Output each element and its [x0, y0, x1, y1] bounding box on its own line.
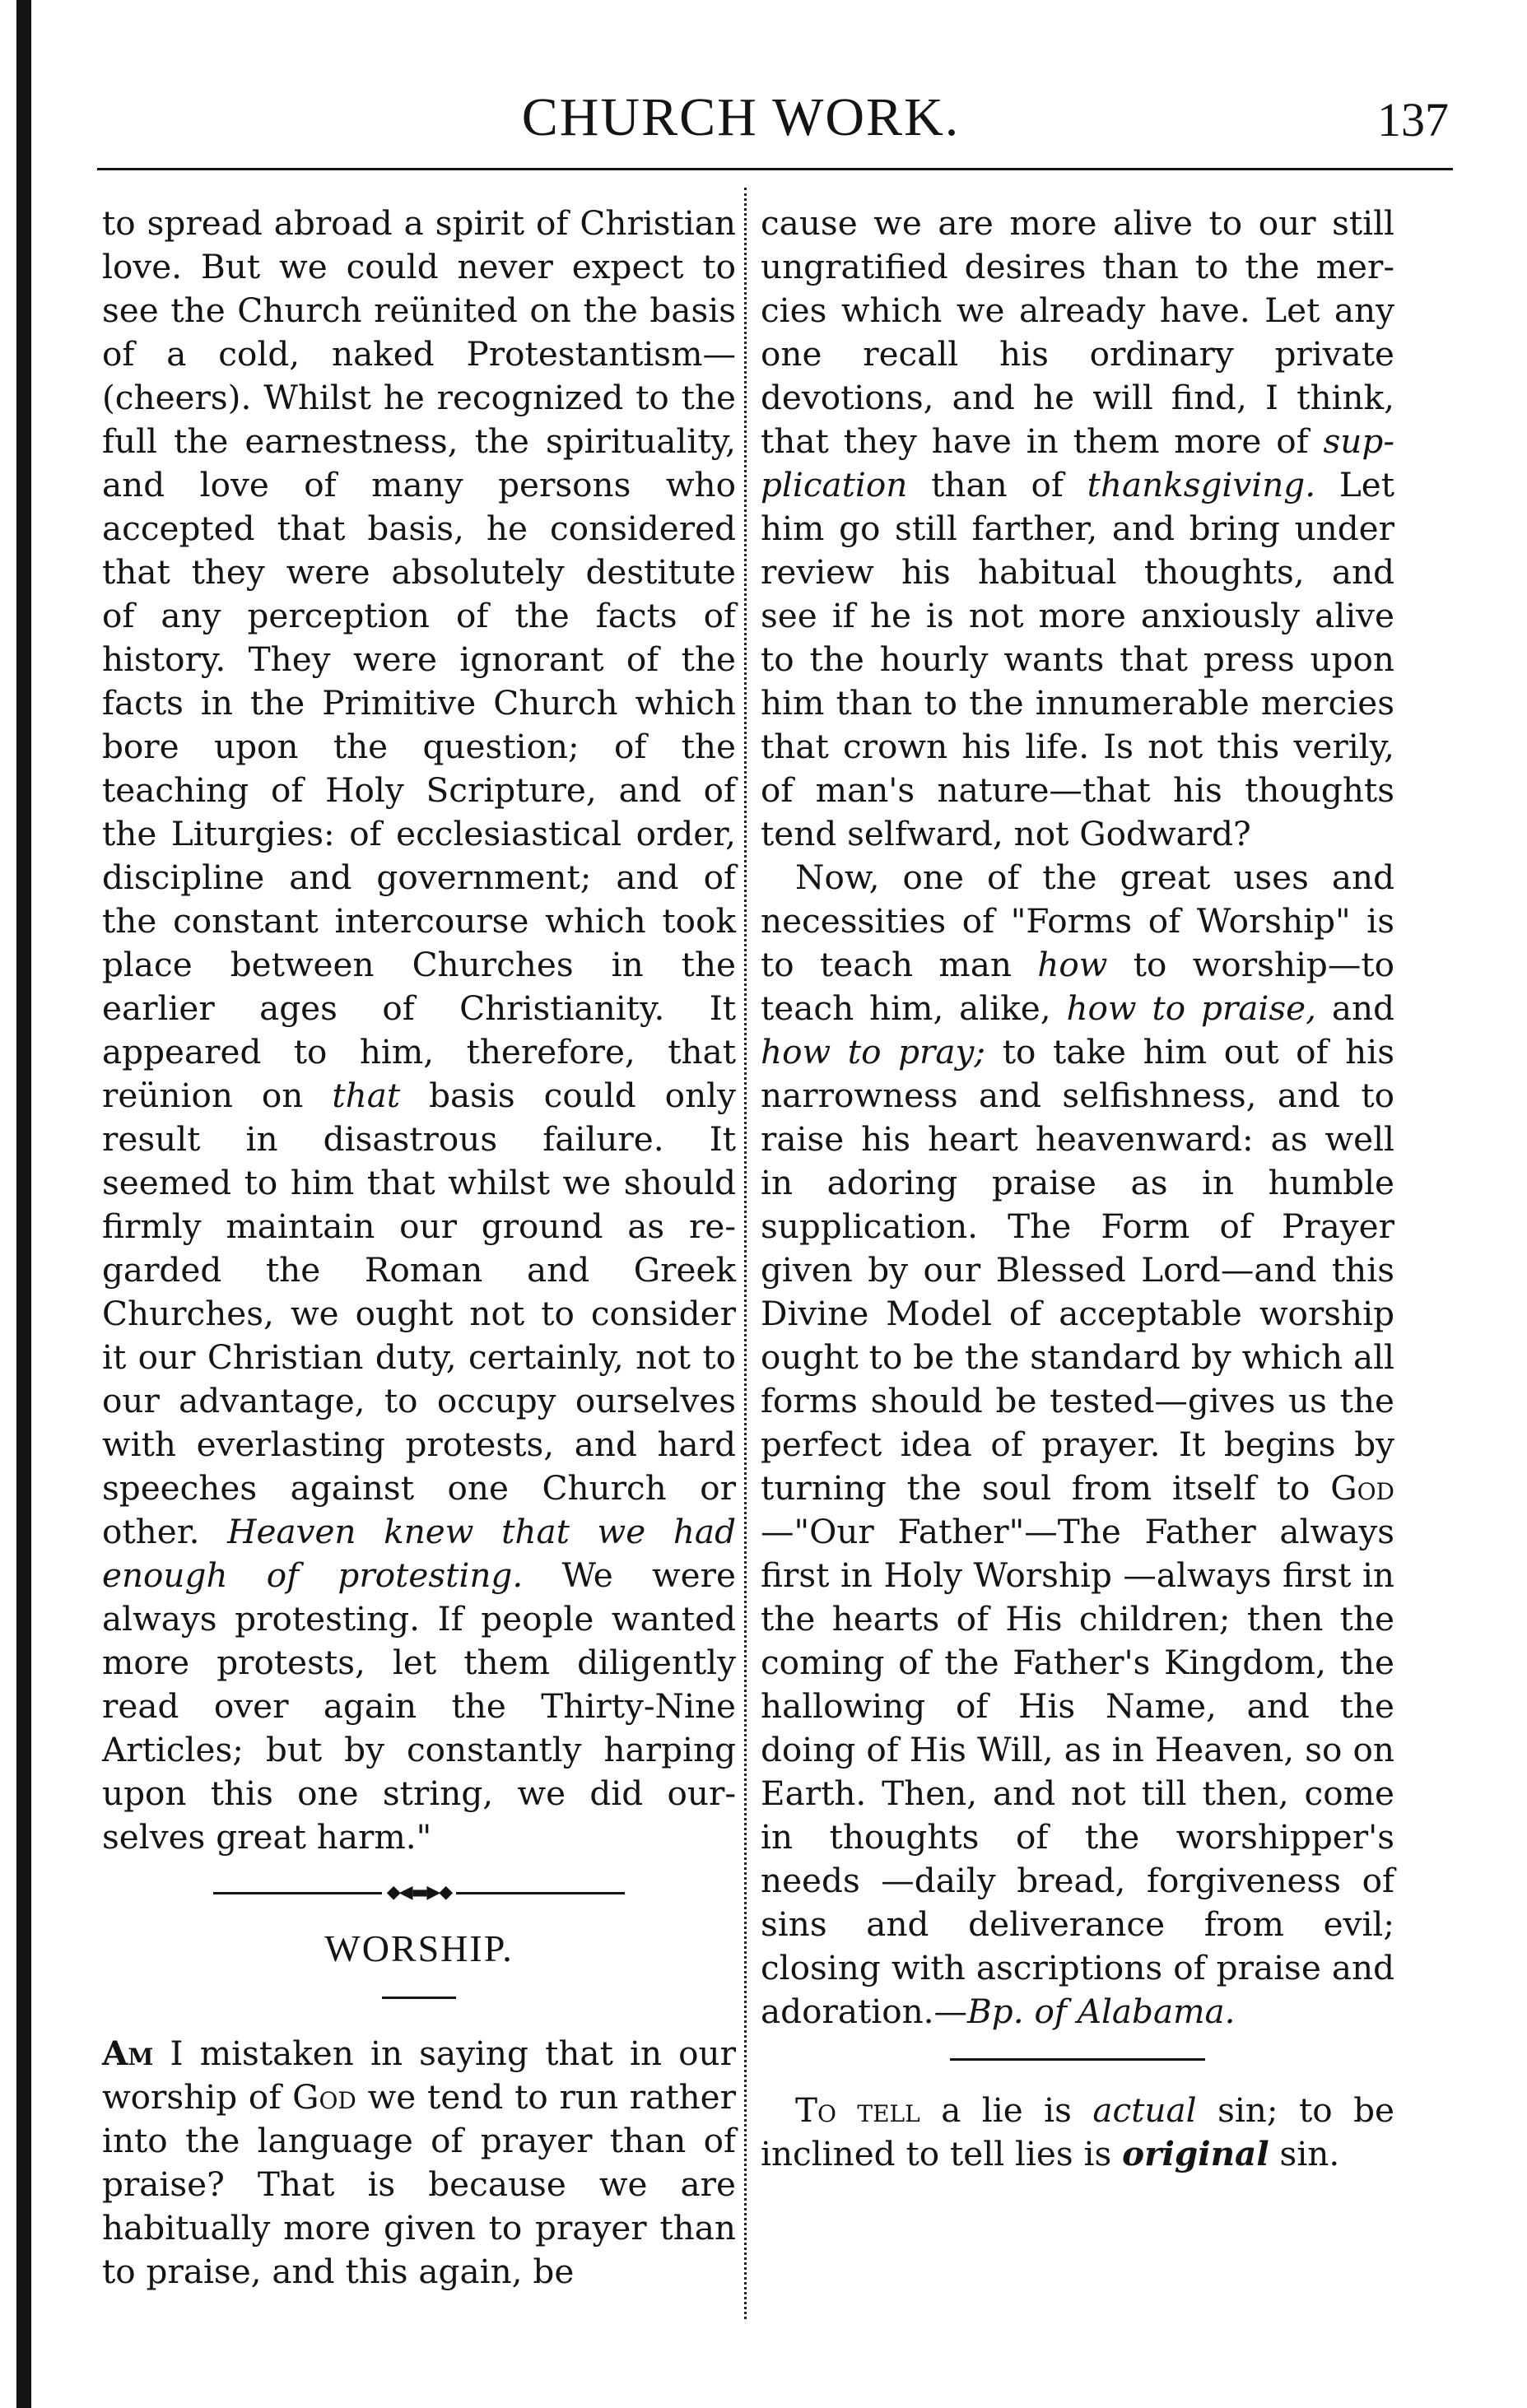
header-rule: [97, 168, 1453, 170]
emphasis-protesting: Heaven knew that we had enough of protesting.: [102, 1512, 736, 1595]
worship-paragraph: Am I mistaken in saying that in our worship of God we tend to run rather into the language of prayer than of praise? That is because we are habitually more given to prayer than to praise, and this again, be: [102, 2034, 737, 2291]
right-column: [761, 202, 1394, 2176]
page-number: 137: [1377, 93, 1449, 146]
ornament-glyph: ◆◀▬▶◆: [382, 1884, 456, 1902]
worship-paragraph-continued: cause we are more alive to our still ungratified desires than to the mercies which we already have. Let any one recall his ordinary private devotions, and he will find, I think, that they have in them more of supplication than of thanksgiving. Let him go still farther, and bring under review his habitual thoughts, and see if he is not more anxiously alive to the hourly wants that press upon him than to the innumerable mercies that crown his life. Is not this verily, of man's nature—that his thoughts tend selfward, not Godward?: [761, 203, 1394, 853]
lead-word: Am: [102, 2034, 154, 2073]
forms-of-worship-paragraph: Now, one of the great uses and necessities of "Forms of Worship" is to teach man how to worship—to teach him, alike, how to praise, and how to pray; to take him out of his narrowness and selfishness, and to raise his heart heavenward: as well in adoring praise as in humble supplication. The Form of Prayer given by our Blessed Lord—and this Divine Model of acceptable worship ought to be the standard by which all forms should be tested—gives us the perfect idea of prayer. It begins by turning the soul from itself to God—"Our Father"—The Father always first in Holy Worship —always first in the hearts of His children; then the coming of the Father's Kingdom, the hallowing of His Name, and the doing of His Will, as in Heaven, so on Earth. Then, and not till then, come in thoughts of the worshipper's needs —daily bread, forgiveness of sins and deliverance from evil; closing with ascriptions of praise and adoration.—Bp. of Alabama.: [761, 858, 1394, 2031]
continued-paragraph: to spread abroad a spirit of Christian love. But we could never expect to see the Church reünited on the basis of a cold, naked Protestantism—(cheers). Whilst he recognized to the full the earnestness, the spirituality, and love of many persons who accepted that basis, he considered that they were absolutely destitute of any perception of the facts of history. They were ignorant of the facts in the Primitive Church which bore upon the question; of the teaching of Holy Scripture, and of the Liturgies: of ecclesiastical order, discipline and government; and of the constant intercourse which took place between Churches in the earlier ages of Christianity. It appeared to him, therefore, that reünion on that basis could only result in disastrous failure. It seemed to him that whilst we should firmly maintain our ground as regarded the Roman and Greek Churches, we ought not to consider it our Christian duty, certainly, not to our advantage, to occupy ourselves with everlasting protests, and hard speeches against one Church or other. Heaven knew that we had enough of protesting. We were always protesting. If people wanted more protests, let them diligently read over again the Thirty-Nine Articles; but by constantly harping upon this one string, we did ourselves great harm.": [102, 203, 736, 1857]
attribution: Bp. of Alabama.: [967, 1992, 1236, 2031]
left-column: [102, 202, 736, 2294]
column-divider: [744, 188, 747, 2319]
emphasis-that: that: [332, 1076, 401, 1115]
lie-aphorism-paragraph: To tell a lie is actual sin; to be inclined to tell lies is original sin.: [761, 2090, 1394, 2173]
section-rule: [950, 2058, 1205, 2061]
running-title: CHURCH WORK.: [521, 87, 961, 147]
section-divider: [213, 1882, 625, 1903]
page-binding-edge: [16, 0, 31, 2408]
lead-words: To tell: [795, 2090, 920, 2130]
running-head: [0, 81, 1527, 155]
small-caps-god: God: [1330, 1468, 1394, 1508]
section-heading-worship: WORSHIP.: [324, 1927, 514, 1969]
heading-rule: [382, 1997, 456, 1999]
small-caps-god: God: [292, 2077, 356, 2117]
